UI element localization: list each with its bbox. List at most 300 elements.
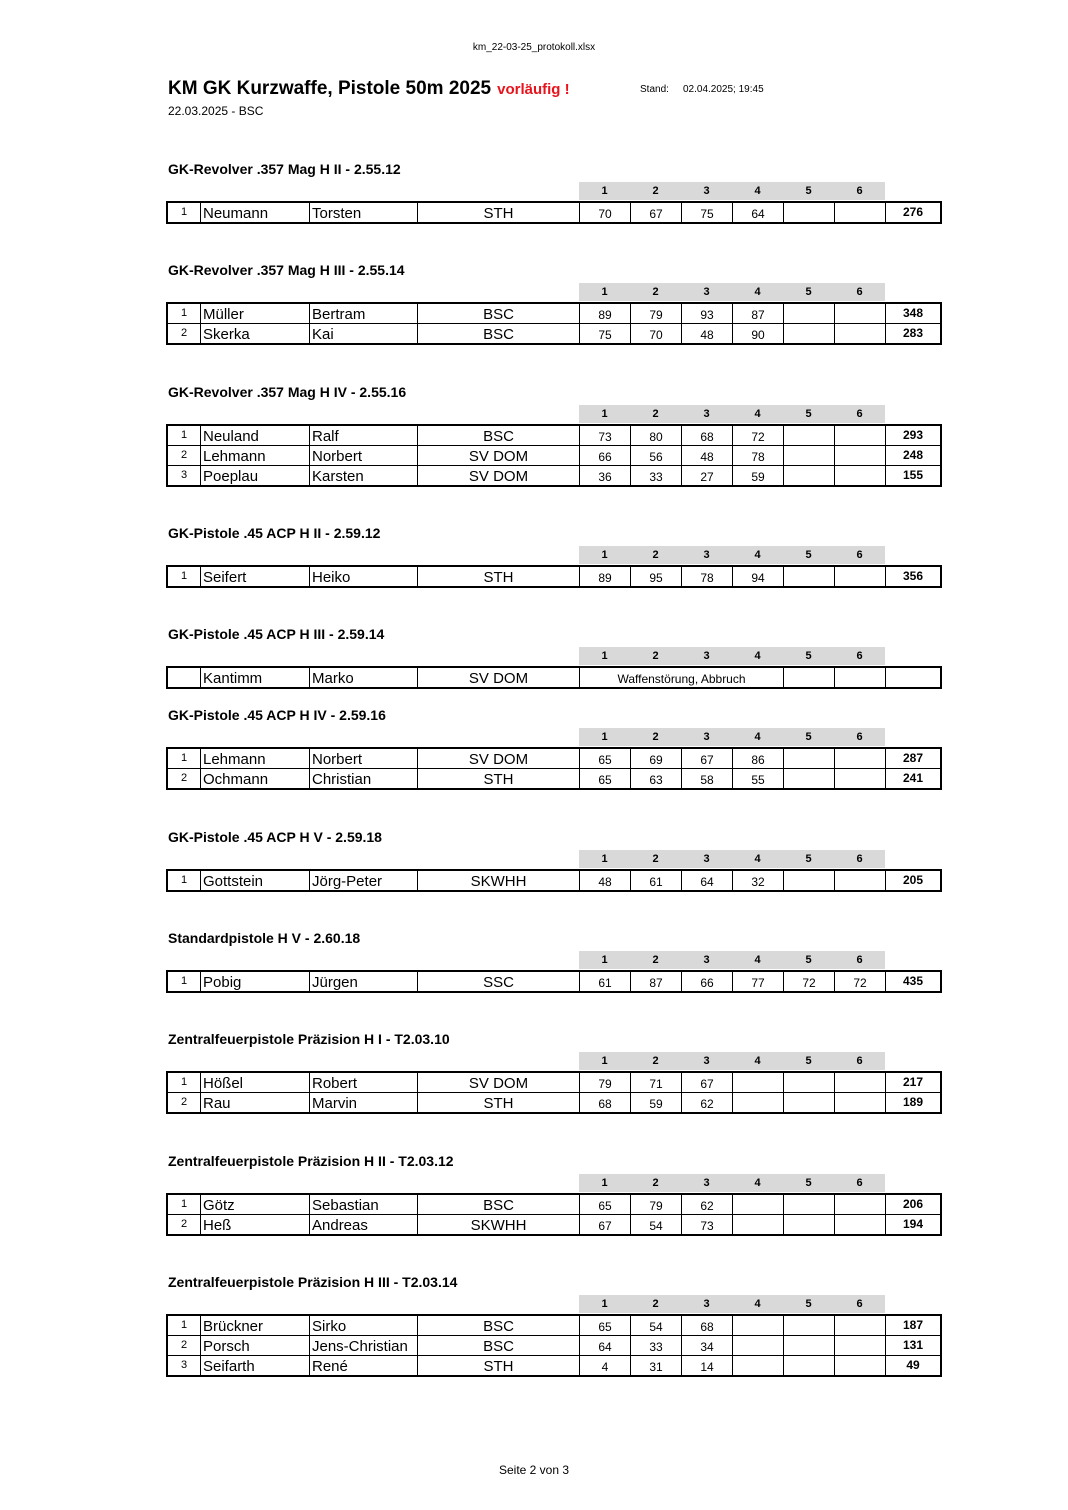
section-title: GK-Pistole .45 ACP H II - 2.59.12 — [168, 525, 381, 541]
series-header: 5 — [783, 1052, 834, 1070]
score-cell: 89 — [580, 567, 631, 586]
score-cell: 79 — [580, 1073, 631, 1092]
score-cell: 80 — [631, 426, 682, 445]
club-cell: BSC — [418, 1336, 580, 1355]
total-cell: 283 — [902, 326, 924, 340]
rank-cell: 1 — [168, 1195, 201, 1214]
score-cell: 63 — [631, 769, 682, 788]
total-cell — [886, 668, 940, 687]
score-cell: 59 — [733, 466, 784, 485]
rank-cell: 1 — [168, 304, 201, 323]
first-name-cell: Sebastian — [310, 1195, 418, 1214]
club-cell: BSC — [418, 426, 580, 445]
results-table — [166, 1314, 942, 1377]
score-cell: 77 — [733, 972, 784, 991]
series-header: 5 — [783, 546, 834, 564]
last-name-cell: Ochmann — [201, 769, 310, 788]
rank-cell: 1 — [168, 1073, 201, 1092]
section-title: GK-Pistole .45 ACP H III - 2.59.14 — [168, 626, 385, 642]
score-cell — [733, 1356, 784, 1375]
table-row — [168, 871, 940, 890]
first-name-cell: Jürgen — [310, 972, 418, 991]
results-table — [166, 1071, 942, 1114]
score-cell — [835, 203, 886, 222]
score-cell: 61 — [580, 972, 631, 991]
score-cell — [835, 426, 886, 445]
total-cell: 206 — [902, 1197, 924, 1211]
rank-cell: 2 — [168, 769, 201, 788]
section-title: GK-Pistole .45 ACP H V - 2.59.18 — [168, 829, 382, 845]
score-cell: 78 — [733, 446, 784, 465]
score-cell: 61 — [631, 871, 682, 890]
total-cell: 155 — [902, 468, 924, 482]
series-header: 2 — [630, 1052, 681, 1070]
table-row — [168, 1316, 940, 1335]
score-cell: 68 — [580, 1093, 631, 1112]
series-header: 4 — [732, 1295, 783, 1313]
rank-cell: 3 — [168, 466, 201, 485]
score-cell: 71 — [631, 1073, 682, 1092]
rank-cell: 1 — [168, 203, 201, 222]
series-header: 6 — [834, 182, 885, 200]
series-header: 2 — [630, 951, 681, 969]
section-title: Zentralfeuerpistole Präzision H I - T2.03.10 — [168, 1031, 450, 1047]
score-cell — [784, 1356, 835, 1375]
score-cell: 90 — [733, 324, 784, 343]
series-header: 1 — [579, 1295, 630, 1313]
last-name-cell: Neumann — [201, 203, 310, 222]
series-header: 5 — [783, 1174, 834, 1192]
series-header: 3 — [681, 728, 732, 746]
club-cell: SV DOM — [418, 446, 580, 465]
club-cell: SV DOM — [418, 1073, 580, 1092]
rank-cell: 2 — [168, 1336, 201, 1355]
score-cell: 27 — [682, 466, 733, 485]
score-cell — [733, 1215, 784, 1234]
series-header: 1 — [579, 546, 630, 564]
series-header: 4 — [732, 728, 783, 746]
club-cell: STH — [418, 769, 580, 788]
club-cell: SV DOM — [418, 749, 580, 768]
series-header: 2 — [630, 728, 681, 746]
score-cell: 36 — [580, 466, 631, 485]
table-row — [168, 972, 940, 991]
series-header: 6 — [834, 647, 885, 665]
rank-cell: 2 — [168, 324, 201, 343]
score-cell: 65 — [580, 749, 631, 768]
series-header: 1 — [579, 1052, 630, 1070]
score-cell — [784, 203, 835, 222]
results-table — [166, 747, 942, 790]
score-cell — [835, 324, 886, 343]
score-cell: 68 — [682, 1316, 733, 1335]
score-cell: 75 — [682, 203, 733, 222]
table-row — [168, 323, 940, 343]
first-name-cell: Karsten — [310, 466, 418, 485]
rank-cell: 1 — [168, 567, 201, 586]
series-header: 2 — [630, 647, 681, 665]
table-row — [168, 1335, 940, 1355]
score-cell: 33 — [631, 466, 682, 485]
series-header: 1 — [579, 850, 630, 868]
results-table — [166, 565, 942, 588]
score-cell — [784, 304, 835, 323]
club-cell: STH — [418, 1356, 580, 1375]
results-table — [166, 970, 942, 993]
score-cell — [835, 1336, 886, 1355]
first-name-cell: Ralf — [310, 426, 418, 445]
event-date-location: 22.03.2025 - BSC — [168, 104, 264, 118]
series-header: 2 — [630, 283, 681, 301]
score-cell — [784, 1093, 835, 1112]
last-name-cell: Rau — [201, 1093, 310, 1112]
series-header: 4 — [732, 405, 783, 423]
score-cell: 48 — [682, 446, 733, 465]
series-header: 6 — [834, 951, 885, 969]
table-row — [168, 668, 940, 687]
score-cell: 72 — [733, 426, 784, 445]
page-title — [168, 78, 570, 100]
score-cell: 65 — [580, 769, 631, 788]
score-cell — [784, 1336, 835, 1355]
score-cell — [835, 1195, 886, 1214]
score-cell: 58 — [682, 769, 733, 788]
series-header: 1 — [579, 405, 630, 423]
total-cell: 248 — [902, 448, 924, 462]
section-title: GK-Revolver .357 Mag H III - 2.55.14 — [168, 262, 405, 278]
series-header: 5 — [783, 728, 834, 746]
rank-cell: 1 — [168, 871, 201, 890]
score-cell: 64 — [733, 203, 784, 222]
results-table — [166, 424, 942, 487]
series-header: 5 — [783, 405, 834, 423]
series-header: 5 — [783, 182, 834, 200]
rank-cell — [168, 668, 201, 687]
series-header: 4 — [732, 283, 783, 301]
club-cell: BSC — [418, 324, 580, 343]
score-cell: 79 — [631, 1195, 682, 1214]
rank-cell: 2 — [168, 1215, 201, 1234]
results-table — [166, 869, 942, 892]
rank-cell: 1 — [168, 1316, 201, 1335]
first-name-cell: Andreas — [310, 1215, 418, 1234]
first-name-cell: René — [310, 1356, 418, 1375]
series-header: 4 — [732, 850, 783, 868]
score-cell: 48 — [580, 871, 631, 890]
score-cell: 70 — [631, 324, 682, 343]
last-name-cell: Poeplau — [201, 466, 310, 485]
series-header: 4 — [732, 1052, 783, 1070]
section-title: GK-Revolver .357 Mag H II - 2.55.12 — [168, 161, 401, 177]
results-table — [166, 666, 942, 689]
score-cell — [733, 1073, 784, 1092]
score-cell — [733, 1316, 784, 1335]
series-header: 4 — [732, 182, 783, 200]
score-cell: 72 — [835, 972, 886, 991]
club-cell: STH — [418, 203, 580, 222]
score-cell — [835, 446, 886, 465]
last-name-cell: Neuland — [201, 426, 310, 445]
table-row — [168, 1195, 940, 1214]
series-header: 2 — [630, 850, 681, 868]
score-cell — [784, 446, 835, 465]
score-cell — [784, 1215, 835, 1234]
series-header: 5 — [783, 951, 834, 969]
series-header: 3 — [681, 647, 732, 665]
section-title: GK-Revolver .357 Mag H IV - 2.55.16 — [168, 384, 407, 400]
last-name-cell: Hößel — [201, 1073, 310, 1092]
last-name-cell: Porsch — [201, 1336, 310, 1355]
first-name-cell: Kai — [310, 324, 418, 343]
first-name-cell: Torsten — [310, 203, 418, 222]
section-title: GK-Pistole .45 ACP H IV - 2.59.16 — [168, 707, 386, 723]
score-cell: 87 — [631, 972, 682, 991]
total-cell: 293 — [902, 428, 924, 442]
table-row — [168, 768, 940, 788]
total-cell: 241 — [902, 771, 924, 785]
series-header: 6 — [834, 283, 885, 301]
score-cell — [784, 466, 835, 485]
score-cell — [784, 1316, 835, 1335]
table-row — [168, 1092, 940, 1112]
score-cell: 14 — [682, 1356, 733, 1375]
page-number: Seite 2 von 3 — [498, 1463, 570, 1477]
score-cell — [835, 1073, 886, 1092]
total-cell: 348 — [902, 306, 924, 320]
last-name-cell: Brückner — [201, 1316, 310, 1335]
rank-cell: 1 — [168, 426, 201, 445]
section-title: Zentralfeuerpistole Präzision H III - T2.03.14 — [168, 1274, 458, 1290]
last-name-cell: Gottstein — [201, 871, 310, 890]
rank-cell: 2 — [168, 446, 201, 465]
series-header: 6 — [834, 546, 885, 564]
series-header: 1 — [579, 283, 630, 301]
series-header: 2 — [630, 1295, 681, 1313]
score-cell — [733, 1093, 784, 1112]
score-cell — [835, 567, 886, 586]
stand-timestamp: 02.04.2025; 19:45 — [683, 84, 764, 95]
first-name-cell: Jens-Christian — [310, 1336, 418, 1355]
total-cell: 194 — [902, 1217, 924, 1231]
series-header: 5 — [783, 850, 834, 868]
series-header: 3 — [681, 1174, 732, 1192]
score-cell: 56 — [631, 446, 682, 465]
results-table — [166, 201, 942, 224]
results-table — [166, 302, 942, 345]
score-cell — [835, 749, 886, 768]
score-cell: 64 — [682, 871, 733, 890]
score-cell: 64 — [580, 1336, 631, 1355]
score-cell — [835, 466, 886, 485]
score-cell — [733, 1195, 784, 1214]
series-header: 6 — [834, 850, 885, 868]
last-name-cell: Heß — [201, 1215, 310, 1234]
table-row — [168, 465, 940, 485]
club-cell: SSC — [418, 972, 580, 991]
series-header: 3 — [681, 405, 732, 423]
last-name-cell: Seifarth — [201, 1356, 310, 1375]
series-header: 4 — [732, 951, 783, 969]
series-header: 3 — [681, 1295, 732, 1313]
total-cell: 276 — [902, 205, 924, 219]
first-name-cell: Sirko — [310, 1316, 418, 1335]
score-cell: 78 — [682, 567, 733, 586]
first-name-cell: Bertram — [310, 304, 418, 323]
score-cell: 68 — [682, 426, 733, 445]
score-cell: 4 — [580, 1356, 631, 1375]
series-header: 4 — [732, 546, 783, 564]
club-cell: STH — [418, 567, 580, 586]
score-cell: 34 — [682, 1336, 733, 1355]
score-cell — [784, 871, 835, 890]
score-cell: 75 — [580, 324, 631, 343]
note-cell: Waffenstörung, Abbruch — [580, 668, 784, 687]
last-name-cell: Kantimm — [201, 668, 310, 687]
series-header: 3 — [681, 283, 732, 301]
last-name-cell: Seifert — [201, 567, 310, 586]
series-header: 3 — [681, 546, 732, 564]
series-header: 1 — [579, 951, 630, 969]
score-cell: 55 — [733, 769, 784, 788]
score-cell: 73 — [682, 1215, 733, 1234]
total-cell: 287 — [902, 751, 924, 765]
club-cell: BSC — [418, 304, 580, 323]
club-cell: SKWHH — [418, 1215, 580, 1234]
total-cell: 131 — [902, 1338, 924, 1352]
score-cell: 54 — [631, 1316, 682, 1335]
total-cell: 49 — [906, 1358, 920, 1372]
table-row — [168, 1214, 940, 1234]
score-cell — [784, 324, 835, 343]
score-cell: 65 — [580, 1195, 631, 1214]
series-header: 1 — [579, 647, 630, 665]
series-header: 4 — [732, 647, 783, 665]
score-cell: 33 — [631, 1336, 682, 1355]
series-header: 5 — [783, 1295, 834, 1313]
score-cell — [835, 871, 886, 890]
first-name-cell: Robert — [310, 1073, 418, 1092]
score-cell — [784, 567, 835, 586]
series-header: 6 — [834, 1052, 885, 1070]
rank-cell: 2 — [168, 1093, 201, 1112]
first-name-cell: Norbert — [310, 749, 418, 768]
rank-cell: 1 — [168, 972, 201, 991]
last-name-cell: Götz — [201, 1195, 310, 1214]
score-cell: 65 — [580, 1316, 631, 1335]
series-header: 2 — [630, 1174, 681, 1192]
total-cell: 356 — [902, 569, 924, 583]
score-cell: 54 — [631, 1215, 682, 1234]
preliminary-badge: vorläufig ! — [497, 81, 570, 98]
club-cell: SKWHH — [418, 871, 580, 890]
score-cell: 48 — [682, 324, 733, 343]
series-header: 2 — [630, 182, 681, 200]
score-cell — [835, 1215, 886, 1234]
last-name-cell: Lehmann — [201, 446, 310, 465]
series-header: 3 — [681, 951, 732, 969]
series-header: 3 — [681, 1052, 732, 1070]
score-cell: 93 — [682, 304, 733, 323]
total-cell: 435 — [902, 974, 924, 988]
club-cell: SV DOM — [418, 668, 580, 687]
series-header: 5 — [783, 647, 834, 665]
score-cell: 95 — [631, 567, 682, 586]
stand-label: Stand: — [640, 84, 669, 95]
score-cell — [784, 668, 835, 687]
club-cell: BSC — [418, 1316, 580, 1335]
last-name-cell: Pobig — [201, 972, 310, 991]
total-cell: 189 — [902, 1095, 924, 1109]
score-cell: 67 — [682, 1073, 733, 1092]
score-cell: 94 — [733, 567, 784, 586]
last-name-cell: Müller — [201, 304, 310, 323]
first-name-cell: Marvin — [310, 1093, 418, 1112]
first-name-cell: Heiko — [310, 567, 418, 586]
score-cell: 69 — [631, 749, 682, 768]
series-header: 2 — [630, 546, 681, 564]
score-cell — [835, 304, 886, 323]
score-cell: 79 — [631, 304, 682, 323]
series-header: 4 — [732, 1174, 783, 1192]
score-cell: 32 — [733, 871, 784, 890]
score-cell: 87 — [733, 304, 784, 323]
score-cell: 66 — [682, 972, 733, 991]
file-name: km_22-03-25_protokoll.xlsx — [472, 42, 596, 53]
score-cell — [784, 749, 835, 768]
table-row — [168, 426, 940, 445]
table-row — [168, 749, 940, 768]
series-header: 6 — [834, 1295, 885, 1313]
title-text: KM GK Kurzwaffe, Pistole 50m 2025 — [168, 78, 492, 99]
total-cell: 205 — [902, 873, 924, 887]
last-name-cell: Skerka — [201, 324, 310, 343]
total-cell: 187 — [902, 1318, 924, 1332]
series-header: 5 — [783, 283, 834, 301]
score-cell — [835, 668, 886, 687]
table-row — [168, 304, 940, 323]
first-name-cell: Christian — [310, 769, 418, 788]
score-cell — [784, 769, 835, 788]
table-row — [168, 1073, 940, 1092]
score-cell: 66 — [580, 446, 631, 465]
score-cell: 67 — [682, 749, 733, 768]
score-cell: 59 — [631, 1093, 682, 1112]
table-row — [168, 445, 940, 465]
score-cell: 73 — [580, 426, 631, 445]
score-cell — [784, 1073, 835, 1092]
score-cell — [835, 769, 886, 788]
score-cell: 62 — [682, 1093, 733, 1112]
rank-cell: 1 — [168, 749, 201, 768]
table-row — [168, 567, 940, 586]
club-cell: BSC — [418, 1195, 580, 1214]
series-header: 1 — [579, 182, 630, 200]
first-name-cell: Norbert — [310, 446, 418, 465]
score-cell: 31 — [631, 1356, 682, 1375]
score-cell: 89 — [580, 304, 631, 323]
club-cell: SV DOM — [418, 466, 580, 485]
score-cell — [835, 1093, 886, 1112]
score-cell: 67 — [580, 1215, 631, 1234]
first-name-cell: Jörg-Peter — [310, 871, 418, 890]
series-header: 1 — [579, 728, 630, 746]
score-cell: 70 — [580, 203, 631, 222]
score-cell: 86 — [733, 749, 784, 768]
score-cell — [835, 1356, 886, 1375]
series-header: 3 — [681, 182, 732, 200]
score-cell — [733, 1336, 784, 1355]
club-cell: STH — [418, 1093, 580, 1112]
